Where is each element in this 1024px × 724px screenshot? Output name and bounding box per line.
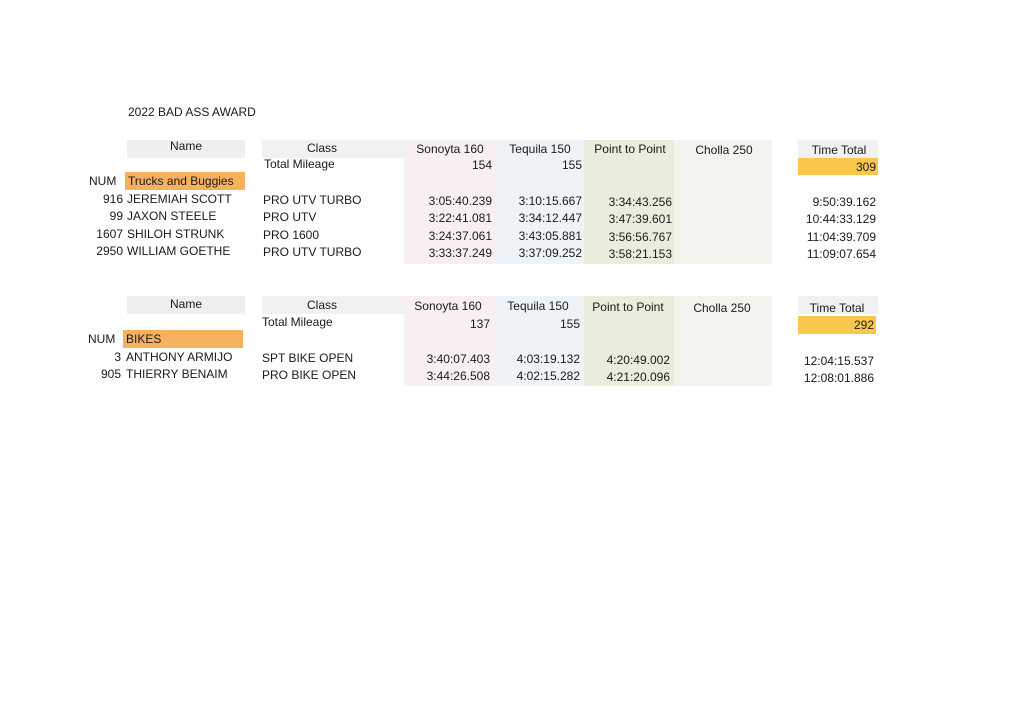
- row-sonoyta: 3:40:07.403: [426, 352, 490, 366]
- document-title: 2022 BAD ASS AWARD: [128, 105, 256, 119]
- row-class: PRO UTV TURBO: [263, 193, 362, 207]
- header-sonoyta: Sonoyta 160: [414, 299, 482, 313]
- row-tequila: 3:10:15.667: [518, 194, 582, 208]
- row-class: PRO BIKE OPEN: [262, 368, 357, 382]
- row-sonoyta: 3:33:37.249: [428, 246, 492, 260]
- total-mileage-label: Total Mileage: [262, 315, 333, 329]
- num-label: NUM: [88, 332, 116, 346]
- row-point-to-point: 4:20:49.002: [606, 353, 670, 367]
- row-num: 2950: [96, 244, 123, 258]
- row-name: SHILOH STRUNK: [127, 227, 225, 241]
- row-time-total: 10:44:33.129: [805, 212, 876, 226]
- row-name: THIERRY BENAIM: [126, 367, 228, 381]
- row-time-total: 12:08:01.886: [803, 371, 874, 385]
- num-label: NUM: [89, 174, 117, 188]
- row-time-total: 11:09:07.654: [806, 247, 876, 261]
- row-name: WILLIAM GOETHE: [127, 244, 231, 258]
- row-num: 916: [102, 192, 123, 206]
- row-sonoyta: 3:22:41.081: [428, 211, 492, 225]
- row-class: PRO 1600: [263, 228, 320, 242]
- total-mileage-label: Total Mileage: [264, 157, 335, 171]
- header-tequila: Tequila 150: [509, 142, 571, 156]
- mileage-tequila: 155: [559, 317, 580, 331]
- row-time-total: 11:04:39.709: [806, 230, 876, 244]
- row-sonoyta: 3:05:40.239: [428, 194, 492, 208]
- header-point-to-point: Point to Point: [594, 142, 666, 156]
- header-cholla: Cholla 250: [695, 143, 753, 157]
- row-time-total: 12:04:15.537: [803, 354, 874, 368]
- mileage-total: 292: [853, 318, 874, 332]
- row-point-to-point: 3:34:43.256: [608, 195, 672, 209]
- row-class: PRO UTV: [263, 210, 317, 224]
- row-point-to-point: 4:21:20.096: [606, 370, 670, 384]
- row-tequila: 4:03:19.132: [516, 352, 580, 366]
- mileage-tequila: 155: [561, 158, 582, 172]
- row-tequila: 3:43:05.881: [518, 229, 582, 243]
- row-tequila: 3:37:09.252: [518, 246, 582, 260]
- header-point-to-point: Point to Point: [592, 300, 664, 314]
- row-sonoyta: 3:44:26.508: [426, 369, 490, 383]
- mileage-sonoyta: 154: [471, 158, 492, 172]
- row-tequila: 4:02:15.282: [516, 369, 580, 383]
- mileage-total: 309: [855, 160, 876, 174]
- row-class: PRO UTV TURBO: [263, 245, 362, 259]
- row-point-to-point: 3:58:21.153: [608, 247, 672, 261]
- row-sonoyta: 3:24:37.061: [428, 229, 492, 243]
- header-class: Class: [306, 141, 337, 155]
- header-name: Name: [169, 139, 202, 153]
- header-tequila: Tequila 150: [507, 299, 569, 313]
- row-num: 99: [109, 209, 123, 223]
- category-label: BIKES: [126, 332, 162, 346]
- row-num: 3: [114, 350, 121, 364]
- row-num: 905: [100, 367, 121, 381]
- header-class: Class: [306, 298, 337, 312]
- category-label: Trucks and Buggies: [128, 174, 234, 188]
- row-tequila: 3:34:12.447: [518, 211, 582, 225]
- row-point-to-point: 3:56:56.767: [608, 230, 672, 244]
- mileage-sonoyta: 137: [469, 317, 490, 331]
- header-sonoyta: Sonoyta 160: [416, 142, 484, 156]
- row-name: JAXON STEELE: [127, 209, 217, 223]
- row-name: ANTHONY ARMIJO: [126, 350, 233, 364]
- cholla-column-shade: [674, 140, 772, 264]
- header-cholla: Cholla 250: [693, 301, 751, 315]
- header-time-total: Time Total: [809, 301, 865, 315]
- header-name: Name: [169, 297, 202, 311]
- row-time-total: 9:50:39.162: [812, 195, 876, 209]
- header-time-total: Time Total: [811, 143, 867, 157]
- row-num: 1607: [96, 227, 123, 241]
- row-class: SPT BIKE OPEN: [262, 351, 354, 365]
- row-point-to-point: 3:47:39.601: [608, 212, 672, 226]
- row-name: JEREMIAH SCOTT: [127, 192, 232, 206]
